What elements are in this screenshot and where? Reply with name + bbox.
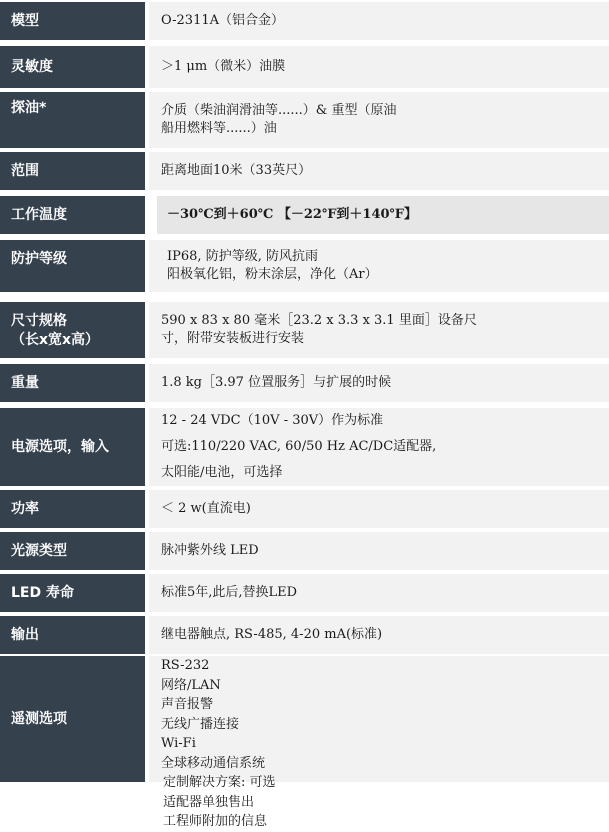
- row-value: 标准5年,此后,替换LED: [149, 574, 609, 612]
- spec-row-output: [0, 616, 609, 654]
- row-label: 光源类型: [0, 532, 145, 570]
- row-value: [149, 656, 609, 829]
- spec-row-led-life: [0, 574, 609, 612]
- spec-row-model: [0, 2, 609, 40]
- row-label: 重量: [0, 364, 145, 402]
- row-label: 遥测选项: [0, 656, 145, 782]
- row-label: 防护等级: [0, 240, 145, 292]
- row-value: 590 x 83 x 80 毫米［23.2 x 3.3 x 3.1 里面］设备尺 寸，附带安装板进行安装: [149, 302, 609, 358]
- row-value: 脉冲紫外线 LED: [149, 532, 609, 570]
- spec-row-dimensions: [0, 302, 609, 358]
- row-value: 12 - 24 VDC（10V - 30V）作为标准 可选:110/220 VAC, 60/50 Hz AC/DC适配器, 太阳能/电池，可选择: [149, 408, 609, 486]
- row-value: [149, 196, 609, 234]
- spec-row-sensitivity: [0, 46, 609, 88]
- row-value: ＜ 2 w(直流电): [149, 490, 609, 528]
- row-label: 模型: [0, 2, 145, 40]
- spec-row-telemetry-options: [0, 656, 609, 829]
- spec-row-protection-rating: [0, 240, 609, 292]
- row-label: 灵敏度: [0, 46, 145, 88]
- spec-row-power-input: [0, 408, 609, 486]
- row-label: 工作温度: [0, 196, 145, 234]
- spec-row-range: [0, 152, 609, 190]
- spec-row-operating-temperature: [0, 196, 609, 234]
- row-label: 电源选项，输入: [0, 408, 145, 486]
- spec-row-detectable-oil: [0, 92, 609, 148]
- row-label: LED 寿命: [0, 574, 145, 612]
- telemetry-standard-list: RS-232 网络/LAN 声音报警 无线广播连接 Wi-Fi 全球移动通信系统: [161, 658, 266, 771]
- row-value: 1.8 kg［3.97 位置服务］与扩展的时候: [149, 364, 609, 402]
- row-label: 输出: [0, 616, 145, 654]
- spec-row-light-source: [0, 532, 609, 570]
- telemetry-custom-list: 定制解决方案: 可选 适配器单独售出 工程师附加的信息: [163, 775, 276, 829]
- row-label: 功率: [0, 490, 145, 528]
- row-value: ＞1 μm（微米）油膜: [149, 46, 609, 88]
- row-label: 范围: [0, 152, 145, 190]
- row-value: 介质（柴油润滑油等......）& 重型（原油 船用燃料等......）油: [149, 92, 609, 148]
- spec-row-power-consumption: [0, 490, 609, 528]
- row-label: 探油*: [0, 92, 145, 148]
- spec-row-weight: [0, 364, 609, 402]
- row-value: IP68, 防护等级, 防风抗雨 阳极氧化铝，粉末涂层，净化（Ar）: [149, 240, 609, 292]
- row-label: 尺寸规格 （长x宽x高）: [0, 302, 145, 358]
- temperature-highlight: －30℃到＋60℃ 【－22℉到＋140℉】: [157, 196, 609, 234]
- row-value: 继电器触点, RS-485, 4-20 mA(标准): [149, 616, 609, 654]
- row-value: 距离地面10米（33英尺）: [149, 152, 609, 190]
- row-value: O-2311A（铝合金）: [149, 2, 609, 40]
